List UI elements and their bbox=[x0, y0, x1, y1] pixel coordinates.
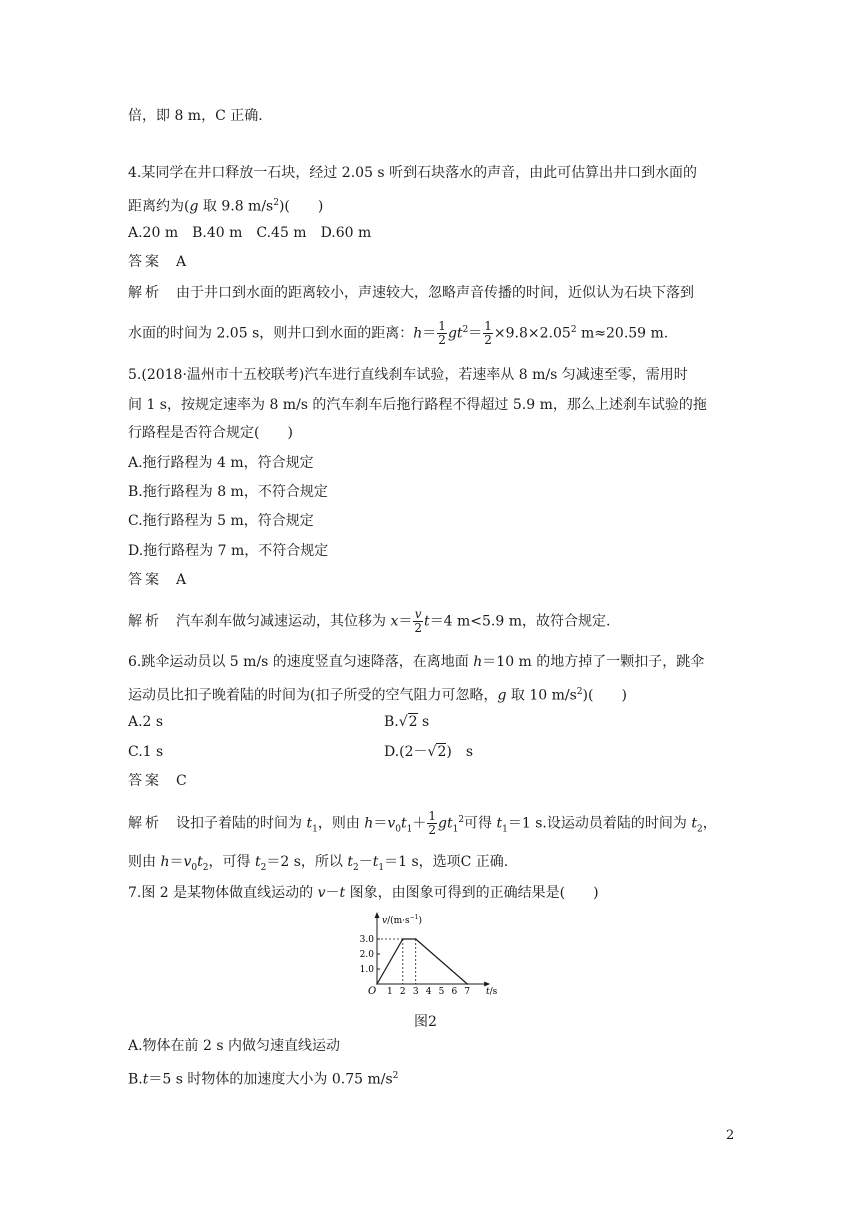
q6-option-b: B.√2 s bbox=[384, 714, 430, 730]
vt-data-point bbox=[376, 983, 378, 985]
q5-stem-line2: 间 1 s，按规定速率为 8 m/s 的汽车刹车后拖行路程不得超过 5.9 m，那么上述刹车试验的拖 bbox=[128, 397, 707, 413]
y-axis-arrow bbox=[375, 912, 380, 918]
continuation-text: 倍，即 8 m，C 正确. bbox=[128, 108, 263, 124]
q5-stem-line3: 行路程是否符合规定( ) bbox=[128, 425, 293, 441]
q4-answer: 答案 A bbox=[128, 254, 187, 270]
x-axis-label: t/s bbox=[486, 987, 498, 997]
vt-graph bbox=[340, 910, 510, 1004]
y-tick-label: 1.0 bbox=[359, 965, 374, 975]
y-tick-label: 3.0 bbox=[359, 935, 374, 945]
x-tick-label: 7 bbox=[464, 987, 471, 997]
q4-stem-line2: 距离约为(g 取 9.8 $m/s^2$)( ) bbox=[128, 198, 324, 215]
q4-analysis-line1: 解析 由于井口到水面的距离较小，声速较大，忽略声音传播的时间，近似认为石块下落到 bbox=[128, 285, 694, 301]
q6-stem-line1: 6.跳伞运动员以 5 m/s 的速度竖直匀速降落，在离地面 h＝10 m 的地方掉了一颗扣子，跳伞 bbox=[128, 654, 705, 670]
q5-option-d: D.拖行路程为 7 m，不符合规定 bbox=[128, 543, 329, 559]
q6-option-c: C.1 s bbox=[128, 744, 164, 760]
q6-analysis-line1: 解析 设扣子着陆的时间为 $t_1$，则由 $h=v_0t_1+$ $\frac{1}{2}$ $gt_1^2$可得 $t_1=1$ s.设运动员着陆的时间为 $t_2$， bbox=[128, 809, 717, 838]
x-tick-label: 5 bbox=[438, 987, 445, 997]
vt-data-point bbox=[467, 983, 469, 985]
x-tick-label: 1 bbox=[387, 987, 393, 997]
x-tick-label: 3 bbox=[412, 987, 419, 997]
q6-analysis-line2: 则由 $h=v_0t_2$，可得 $t_2=2$ s，所以 $t_2-t_1=1$ s，选项C 正确. bbox=[128, 854, 509, 873]
vt-graph-svg bbox=[340, 910, 510, 1000]
vt-data-point bbox=[402, 938, 404, 940]
q5-option-c: C.拖行路程为 5 m，符合规定 bbox=[128, 513, 314, 529]
x-tick-label: 6 bbox=[451, 987, 458, 997]
q4-options: A.20 m B.40 m C.45 m D.60 m bbox=[128, 225, 372, 241]
q7-option-a: A.物体在前 2 s 内做匀速直线运动 bbox=[128, 1038, 341, 1054]
q5-option-a: A.拖行路程为 4 m，符合规定 bbox=[128, 455, 314, 471]
figure-caption: 图2 bbox=[414, 1014, 437, 1030]
y-tick-label: 2.0 bbox=[359, 950, 374, 960]
x-axis-arrow bbox=[484, 982, 490, 987]
q5-stem-line1: 5.(2018·温州市十五校联考)汽车进行直线刹车试验，若速率从 8 m/s 匀减速至零，需用时 bbox=[128, 367, 688, 383]
origin-label: O bbox=[368, 986, 377, 997]
q6-option-d: D.(2－√2) s bbox=[384, 744, 474, 760]
q7-option-b: B.t＝5 s 时物体的加速度大小为 0.75 $m/s^2$ bbox=[128, 1071, 399, 1088]
q6-option-a: A.2 s bbox=[128, 714, 164, 730]
q5-analysis: 解析 汽车刹车做匀减速运动，其位移为 x＝ $\frac{v}{2}$ t＝4 m<5.9 m，故符合规定. bbox=[128, 607, 611, 635]
q5-answer: 答案 A bbox=[128, 572, 187, 588]
q6-answer: 答案 C bbox=[128, 773, 187, 789]
q7-stem: 7.图 2 是某物体做直线运动的 v－t 图象，由图象可得到的正确结果是( ) bbox=[128, 885, 599, 901]
y-axis-label: $v/(m\cdot s^{-1})$ bbox=[382, 914, 423, 926]
q4-analysis-line2: 水面的时间为 2.05 s，则井口到水面的距离：h＝ $\frac{1}{2}$ $gt^2=$ $\frac{1}{2}$ $\times 9.8\times 2.05^2$ m≈20.59 m. bbox=[128, 319, 669, 348]
x-tick-label: 4 bbox=[425, 987, 432, 997]
q4-stem-line1: 4.某同学在井口释放一石块，经过 2.05 s 听到石块落水的声音，由此可估算出井口到水面的 bbox=[128, 165, 698, 181]
vt-data-point bbox=[415, 938, 417, 940]
page-number: 2 bbox=[726, 1128, 735, 1143]
q5-option-b: B.拖行路程为 8 m，不符合规定 bbox=[128, 484, 328, 500]
x-tick-label: 2 bbox=[399, 987, 406, 997]
q6-stem-line2: 运动员比扣子晚着陆的时间为(扣子所受的空气阻力可忽略，g 取 10 $m/s^2$)( ) bbox=[128, 687, 627, 704]
vt-series-line bbox=[377, 939, 467, 984]
